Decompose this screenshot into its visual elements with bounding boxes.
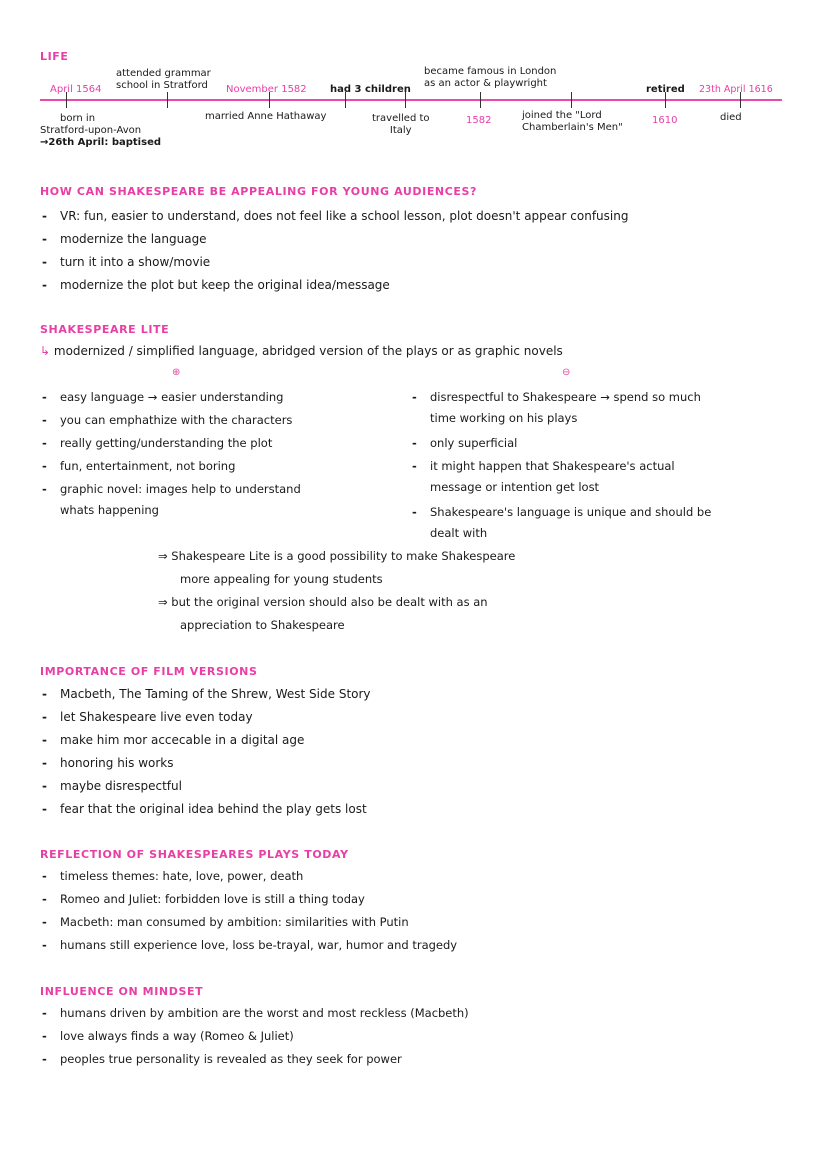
date-april-1564: April 1564: [50, 84, 102, 95]
event-born-line2: Stratford-upon-Avon: [40, 125, 142, 136]
list-item: - it might happen that Shakespeare's actual: [410, 455, 675, 478]
date-1582: 1582: [466, 115, 492, 126]
list-item: - Macbeth, The Taming of the Shrew, West Side Story: [40, 683, 371, 706]
appealing-heading: HOW CAN SHAKESPEARE BE APPEALING FOR YOUNG AUDIENCES?: [40, 185, 478, 198]
timeline-tick: [571, 92, 572, 108]
event-children: had 3 children: [330, 84, 411, 95]
event-died: died: [720, 112, 742, 123]
event-grammar-line1: attended grammar: [116, 68, 211, 79]
list-item: - humans driven by ambition are the worst and most reckless (Macbeth): [40, 1002, 469, 1025]
lite-conclusion-line: ⇒ Shakespeare Lite is a good possibility to make Shakespeare: [158, 549, 516, 563]
date-november-1582: November 1582: [226, 84, 307, 95]
list-item: - only superficial: [410, 432, 675, 455]
list-item: - modernize the language: [40, 228, 628, 251]
list-item: - turn it into a show/movie: [40, 251, 628, 274]
film-heading: IMPORTANCE OF FILM VERSIONS: [40, 665, 258, 678]
lite-intro-text: modernized / simplified language, abridged version of the plays or as graphic novels: [53, 344, 563, 358]
list-item: - modernize the plot but keep the original idea/message: [40, 274, 628, 297]
lite-cons-continuation: time working on his plays: [430, 411, 578, 425]
list-item: - Shakespeare's language is unique and should be: [410, 501, 711, 524]
list-item: - VR: fun, easier to understand, does not feel like a school lesson, plot doesn't appear confusing: [40, 205, 628, 228]
list-item: - Macbeth: man consumed by ambition: similarities with Putin: [40, 911, 457, 934]
timeline-tick: [480, 92, 481, 108]
lite-pros-list: [40, 386, 301, 501]
list-item: - graphic novel: images help to understand: [40, 478, 301, 501]
event-famous-line1: became famous in London: [424, 66, 557, 77]
event-born-line1: born in: [60, 113, 96, 124]
list-item: - love always finds a way (Romeo & Juliet): [40, 1025, 469, 1048]
return-arrow-icon: ↳: [40, 344, 51, 358]
event-joined-line2: Chamberlain's Men": [522, 122, 623, 133]
lite-cons-list: [410, 386, 701, 409]
list-item: - honoring his works: [40, 752, 371, 775]
reflection-heading: REFLECTION OF SHAKESPEARES PLAYS TODAY: [40, 848, 349, 861]
event-travelled: [372, 113, 430, 137]
timeline-tick: [167, 92, 168, 108]
life-heading: LIFE: [40, 50, 69, 63]
date-death: 23th April 1616: [699, 84, 773, 95]
event-joined: [522, 110, 623, 134]
film-list: [40, 683, 371, 821]
event-grammar-school: [116, 68, 211, 92]
lite-cons-list: [410, 501, 711, 524]
date-1610: 1610: [652, 115, 678, 126]
event-married: married Anne Hathaway: [205, 111, 327, 122]
event-retired: retired: [646, 84, 685, 95]
lite-conclusion-line: ⇒ but the original version should also be dealt with as an: [158, 595, 488, 609]
list-item: - disrespectful to Shakespeare → spend so much: [410, 386, 701, 409]
list-item: - really getting/understanding the plot: [40, 432, 301, 455]
list-item: - humans still experience love, loss be-trayal, war, humor and tragedy: [40, 934, 457, 957]
list-item: - Romeo and Juliet: forbidden love is still a thing today: [40, 888, 457, 911]
list-item: - you can emphathize with the characters: [40, 409, 301, 432]
timeline-axis: [40, 99, 782, 101]
event-famous: [424, 66, 556, 90]
lite-cons-continuation: dealt with: [430, 526, 488, 540]
lite-cons-continuation: message or intention get lost: [430, 480, 600, 494]
list-item: - maybe disrespectful: [40, 775, 371, 798]
event-joined-line1: joined the "Lord: [522, 110, 602, 121]
list-item: - make him mor accecable in a digital age: [40, 729, 371, 752]
list-item: - easy language → easier understanding: [40, 386, 301, 409]
plus-icon: ⊕: [172, 367, 181, 378]
lite-intro: [40, 344, 563, 358]
event-born: [40, 113, 161, 149]
event-travelled-line1: travelled to: [372, 113, 430, 124]
event-travelled-line2: Italy: [389, 125, 412, 136]
lite-conclusion-line: more appealing for young students: [180, 572, 383, 586]
influence-list: [40, 1002, 469, 1071]
reflection-list: [40, 865, 457, 957]
minus-icon: ⊖: [562, 367, 571, 378]
list-item: - fun, entertainment, not boring: [40, 455, 301, 478]
appealing-list: [40, 205, 628, 297]
event-grammar-line2: school in Stratford: [116, 80, 208, 91]
event-born-line3: →26th April: baptised: [40, 137, 162, 148]
list-item: - let Shakespeare live even today: [40, 706, 371, 729]
lite-cons-list: [410, 432, 675, 478]
lite-heading: SHAKESPEARE LITE: [40, 323, 170, 336]
lite-conclusion-line: appreciation to Shakespeare: [180, 618, 345, 632]
influence-heading: INFLUENCE ON MINDSET: [40, 985, 204, 998]
list-item: - fear that the original idea behind the play gets lost: [40, 798, 371, 821]
list-item: - timeless themes: hate, love, power, death: [40, 865, 457, 888]
lite-pros-continuation: whats happening: [60, 503, 159, 517]
list-item: - peoples true personality is revealed as they seek for power: [40, 1048, 469, 1071]
event-famous-line2: as an actor & playwright: [424, 78, 547, 89]
